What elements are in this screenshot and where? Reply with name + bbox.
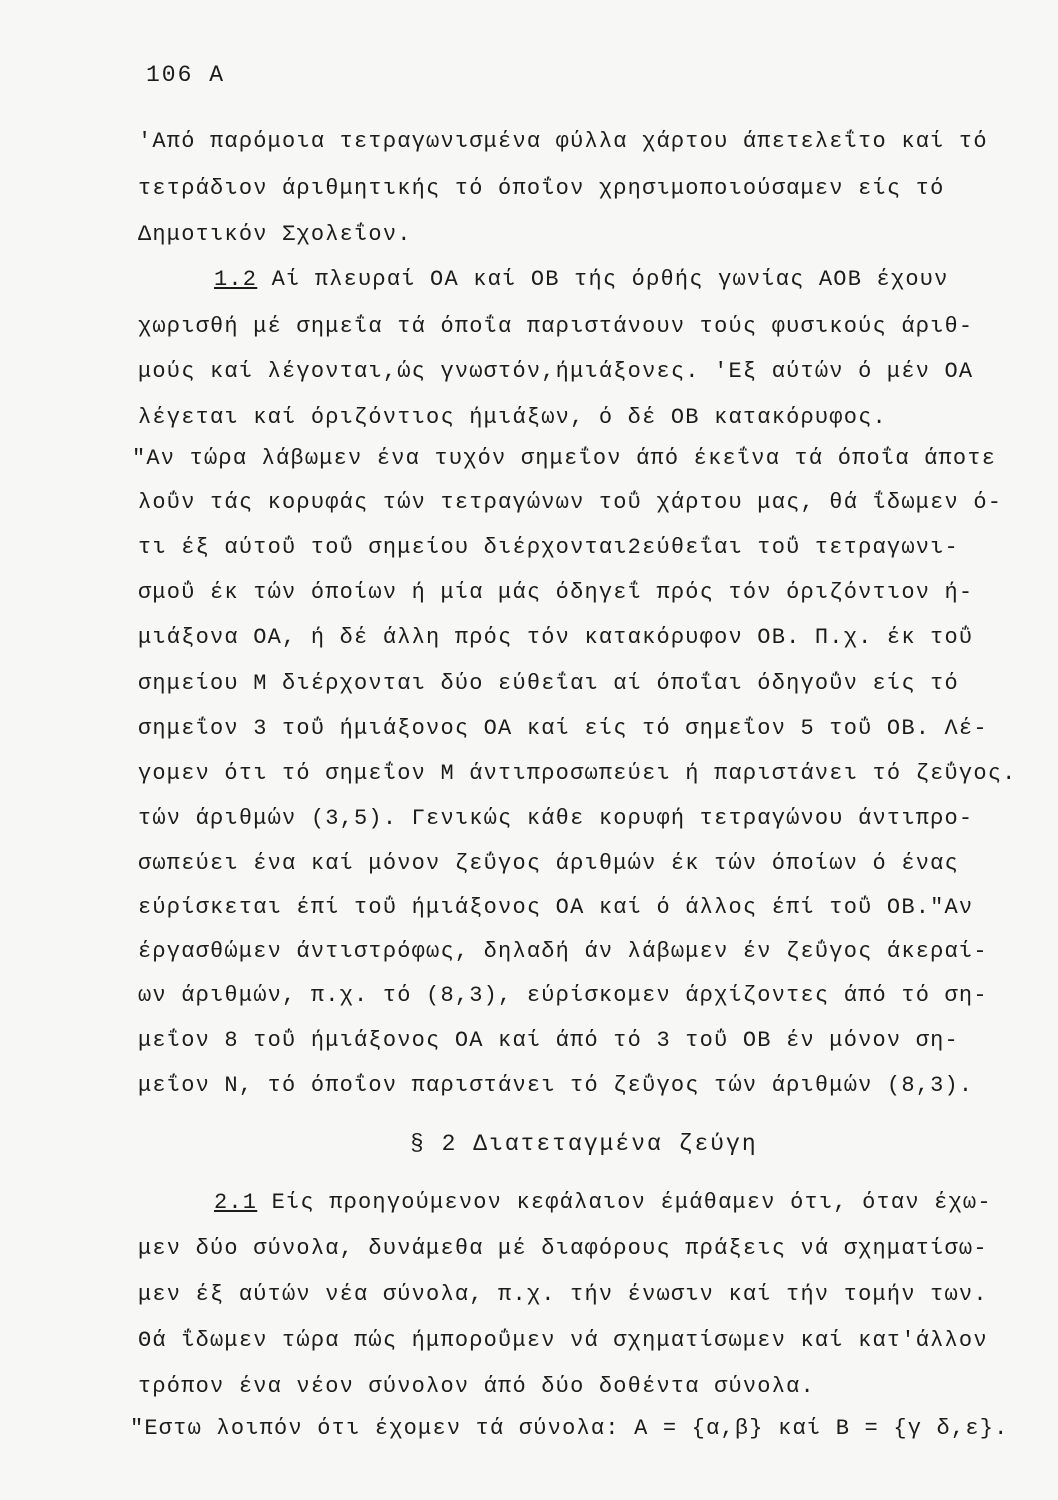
- text-line: Θά ΐδωμεν τώρα πώς ήμποροΰμεν νά σχηματίσωμεν καί κατ'άλλον: [138, 1328, 988, 1353]
- text-line: "Εστω λοιπόν ότι έχομεν τά σύνολα: Α = {α,β} καί Β = {γ δ,ε}.: [130, 1416, 1009, 1441]
- text-line: μεΐον Ν, τό όποΐον παριστάνει τό ζεΰγος τών άριθμών (8,3).: [138, 1073, 974, 1098]
- text-line: μιάξονα ΟΑ, ή δέ άλλη πρός τόν κατακόρυφον ΟΒ. Π.χ. έκ τοΰ: [138, 625, 974, 650]
- text-line: τρόπον ένα νέον σύνολον άπό δύο δοθέντα σύνολα.: [138, 1374, 815, 1399]
- section-first-line-text: Είς προηγούμενον κεφάλαιον έμάθαμεν ότι, όταν έχω-: [257, 1190, 992, 1215]
- text-line: μεν έξ αύτών νέα σύνολα, π.χ. τήν ένωσιν καί τήν τομήν των.: [138, 1282, 988, 1307]
- text-line: τών άριθμών (3,5). Γενικώς κάθε κορυφή τετραγώνου άντιπρο-: [138, 806, 974, 831]
- text-line: τι έξ αύτοΰ τοΰ σημείου διέρχονται2εύθεΐαι τοΰ τετραγωνι-: [138, 535, 959, 560]
- text-line: μεν δύο σύνολα, δυνάμεθα μέ διαφόρους πράξεις νά σχηματίσω-: [138, 1236, 988, 1261]
- section-first-line-text: Αί πλευραί ΟΑ καί ΟΒ τής όρθής γωνίας ΑΟΒ έχουν: [257, 267, 949, 292]
- text-line: έργασθώμεν άντιστρόφως, δηλαδή άν λάβωμεν έν ζεΰγος άκεραί-: [138, 939, 988, 964]
- section-heading: § 2 Διατεταγμένα ζεύγη: [410, 1131, 758, 1157]
- text-line: σημεΐον 3 τοΰ ήμιάξονος ΟΑ καί είς τό σημεΐον 5 τοΰ ΟΒ. Λέ-: [138, 716, 988, 741]
- text-line: λέγεται καί όριζόντιος ήμιάξων, ό δέ ΟΒ κατακόρυφος.: [138, 405, 887, 430]
- text-line: σωπεύει ένα καί μόνον ζεΰγος άριθμών έκ τών όποίων ό ένας: [138, 851, 959, 876]
- section-first-line: [214, 265, 949, 295]
- section-first-line: [214, 1188, 992, 1218]
- text-line: ων άριθμών, π.χ. τό (8,3), εύρίσκομεν άρχίζοντες άπό τό ση-: [138, 983, 988, 1008]
- text-line: 'Από παρόμοια τετραγωνισμένα φύλλα χάρτου άπετελεΐτο καί τό: [138, 129, 988, 154]
- text-line: γομεν ότι τό σημεΐον Μ άντιπροσωπεύει ή παριστάνει τό ζεΰγος.: [138, 761, 1017, 786]
- section-number: 2.1: [214, 1190, 258, 1215]
- text-line: λοΰν τάς κορυφάς τών τετραγώνων τοΰ χάρτου μας, θά ΐδωμεν ό-: [138, 490, 1003, 515]
- text-line: μούς καί λέγονται,ώς γνωστόν,ήμιάξονες. 'Εξ αύτών ό μέν ΟΑ: [138, 359, 974, 384]
- page-number: 106 A: [146, 62, 226, 88]
- text-line: τετράδιον άριθμητικής τό όποΐον χρησιμοποιούσαμεν είς τό: [138, 176, 945, 201]
- text-line: εύρίσκεται έπί τοΰ ήμιάξονος ΟΑ καί ό άλλος έπί τοΰ ΟΒ."Αν: [138, 895, 974, 920]
- text-line: σμοΰ έκ τών όποίων ή μία μάς όδηγεΐ πρός τόν όριζόντιον ή-: [138, 580, 974, 605]
- text-line: χωρισθή μέ σημεΐα τά όποΐα παριστάνουν τούς φυσικούς άριθ-: [138, 314, 974, 339]
- text-line: μεΐον 8 τοΰ ήμιάξονος ΟΑ καί άπό τό 3 τοΰ ΟΒ έν μόνον ση-: [138, 1028, 959, 1053]
- section-number: 1.2: [214, 267, 258, 292]
- text-line: Δημοτικόν Σχολεΐον.: [138, 222, 412, 247]
- text-line: "Αν τώρα λάβωμεν ένα τυχόν σημεΐον άπό έκεΐνα τά όποΐα άποτε: [132, 446, 997, 471]
- text-line: σημείου Μ διέρχονται δύο εύθεΐαι αί όποΐαι όδηγοΰν είς τό: [138, 671, 959, 696]
